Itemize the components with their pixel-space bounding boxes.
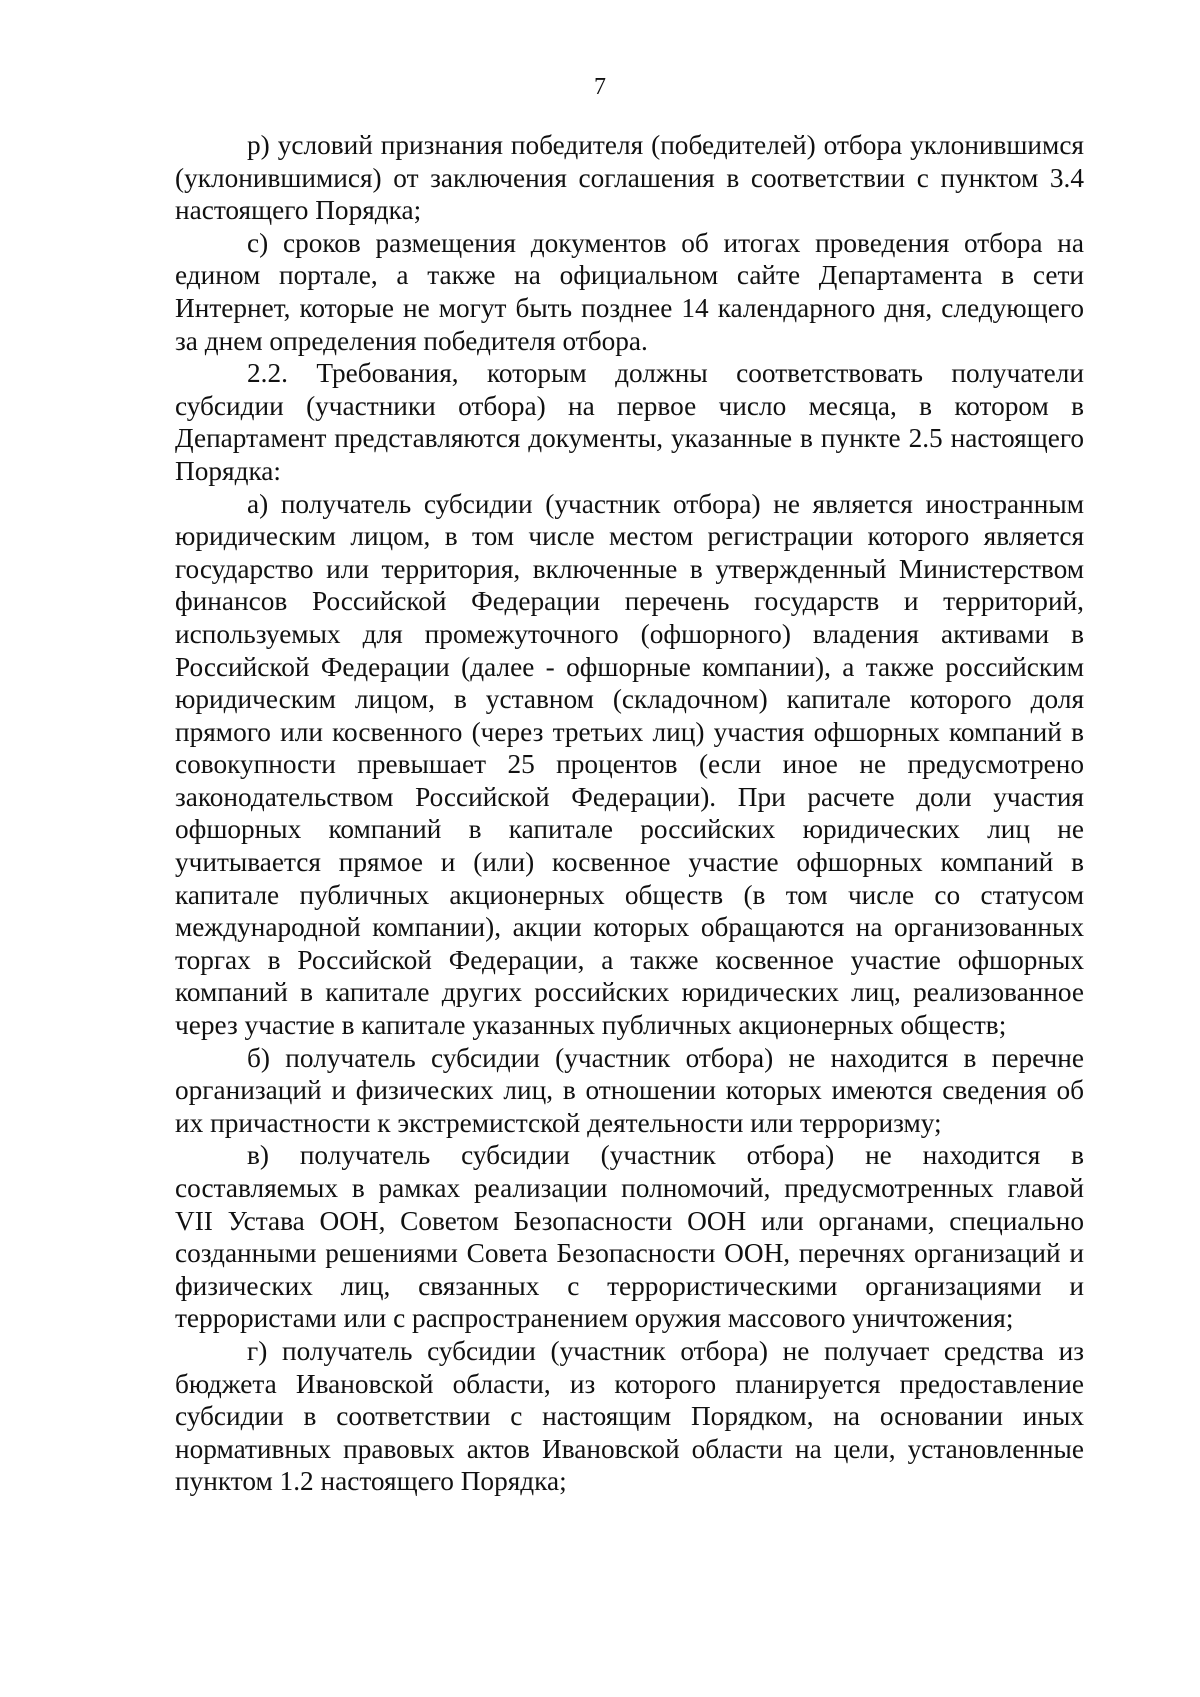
paragraph-item-g: г) получатель субсидии (участник отбора) не получает средства из бюджета Ивановской области, из которого планируется предоставление субсидии в соответствии с настоящим Порядком, на основании иных нормативных правовых актов Ивановской области на цели, установленные пунктом 1.2 настоящего Порядка;: [175, 1335, 1084, 1497]
paragraph-item-v: в) получатель субсидии (участник отбора) не находится в составляемых в рамках реализации полномочий, предусмотренных главой VII Устава ООН, Советом Безопасности ООН или органами, специально созданными решениями Совета Безопасности ООН, перечнях организаций и физических лиц, связанных с террористическими организациями и террористами или с распространением оружия массового уничтожения;: [175, 1140, 1084, 1334]
paragraph-section-2-2: 2.2. Требования, которым должны соответствовать получатели субсидии (участники отбора) на первое число месяца, в котором в Департамент представляются документы, указанные в пункте 2.5 настоящего Порядка:: [175, 358, 1084, 486]
paragraph-item-a: а) получатель субсидии (участник отбора) не является иностранным юридическим лицом, в том числе местом регистрации которого является государство или территория, включенные в утвержденный Министерством финансов Российской Федерации перечень государств и территорий, используемых для промежуточного (офшорного) владения активами в Российской Федерации (далее - офшорные компании), а также российским юридическим лицом, в уставном (складочном) капитале которого доля прямого или косвенного (через третьих лиц) участия офшорных компаний в совокупности превышает 25 процентов (если иное не предусмотрено законодательством Российской Федерации). При расчете доли участия офшорных компаний в капитале российских юридических лиц не учитывается прямое и (или) косвенное участие офшорных компаний в капитале публичных акционерных обществ (в том числе со статусом международной компании), акции которых обращаются на организованных торгах в Российской Федерации, а также косвенное участие офшорных компаний в капитале других российских юридических лиц, реализованное через участие в капитале указанных публичных акционерных обществ;: [175, 488, 1084, 1041]
page-number: 7: [594, 74, 606, 100]
paragraph-item-r: р) условий признания победителя (победителей) отбора уклонившимся (уклонившимися) от заключения соглашения в соответствии с пунктом 3.4 настоящего Порядка;: [175, 130, 1084, 226]
document-body: [175, 129, 1084, 1498]
paragraph-item-b: б) получатель субсидии (участник отбора) не находится в перечне организаций и физических лиц, в отношении которых имеются сведения об их причастности к экстремистской деятельности или терроризму;: [175, 1042, 1084, 1138]
paragraph-item-s: с) сроков размещения документов об итогах проведения отбора на едином портале, а также на официальном сайте Департамента в сети Интернет, которые не могут быть позднее 14 календарного дня, следующего за днем определения победителя отбора.: [175, 227, 1084, 356]
